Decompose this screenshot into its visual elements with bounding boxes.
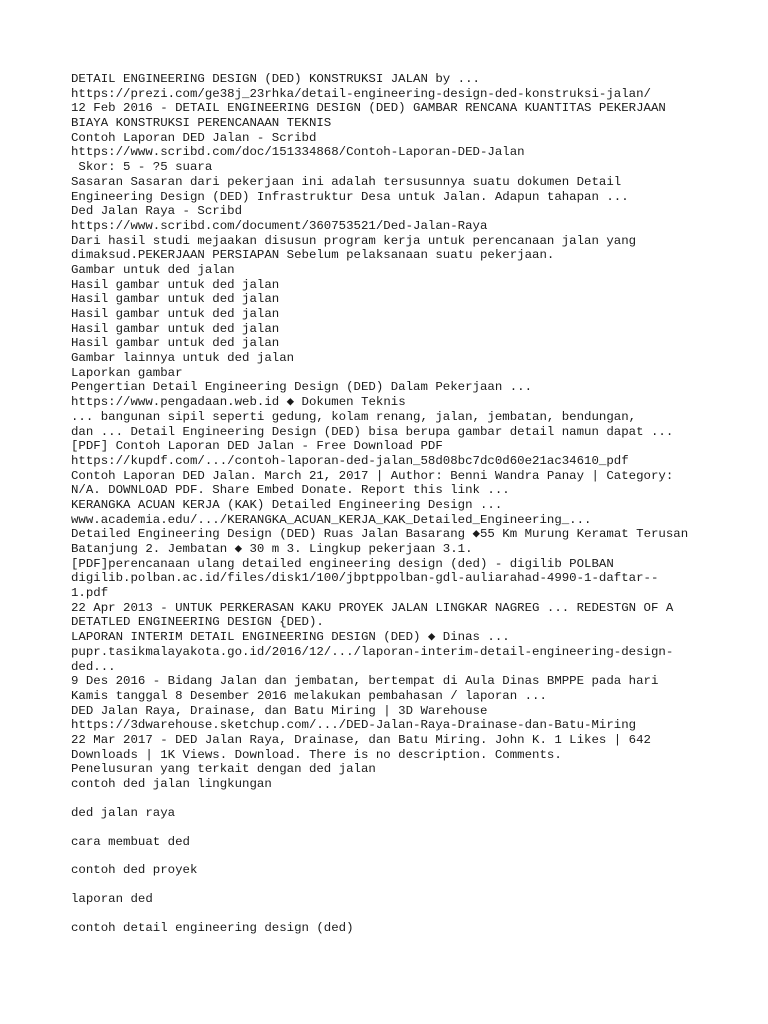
result-title-kupdf[interactable]: [PDF] Contoh Laporan DED Jalan - Free Download PDF — [71, 439, 443, 454]
result-snippet: Sasaran Sasaran dari pekerjaan ini adalah tersusunnya suatu dokumen Detail — [71, 174, 622, 189]
result-snippet: BIAYA KONSTRUKSI PERENCANAAN TEKNIS — [71, 116, 332, 131]
result-title-3dwarehouse[interactable]: DED Jalan Raya, Drainase, dan Batu Miring | 3D Warehouse — [71, 703, 488, 718]
result-url-pupr[interactable]: pupr.tasikmalayakota.go.id/2016/12/.../laporan-interim-detail-engineering-design- — [71, 644, 674, 659]
related-search-link[interactable]: ded jalan raya — [71, 805, 176, 820]
related-searches-list — [71, 806, 711, 936]
result-snippet: Detailed Engineering Design (DED) Ruas Jalan Basarang ◆55 Km Murung Keramat Terusan — [71, 527, 689, 542]
result-snippet: ... bangunan sipil seperti gedung, kolam renang, jalan, jembatan, bendungan, — [71, 409, 637, 424]
image-result-link[interactable]: Hasil gambar untuk ded jalan — [71, 321, 280, 336]
related-searches-heading: Penelusuran yang terkait dengan ded jalan — [71, 762, 376, 777]
result-url-polban[interactable]: digilib.polban.ac.id/files/disk1/100/jbptppolban-gdl-auliarahad-4990-1-daftar-- — [71, 571, 659, 586]
result-snippet: Dari hasil studi mejaakan disusun program kerja untuk perencanaan jalan yang — [71, 233, 637, 248]
result-snippet: dan ... Detail Engineering Design (DED) bisa berupa gambar detail namun dapat ... — [71, 424, 674, 439]
result-url-polban-cont[interactable]: 1.pdf — [71, 586, 109, 601]
result-url-scribd-ded-jalan[interactable]: https://www.scribd.com/doc/151334868/Contoh-Laporan-DED-Jalan — [71, 145, 525, 160]
result-snippet: 22 Apr 2013 - UNTUK PERKERASAN KAKU PROYEK JALAN LINGKAR NAGREG ... REDESTGN OF A — [71, 600, 674, 615]
search-results-text — [71, 72, 711, 792]
result-title-prezi[interactable]: DETAIL ENGINEERING DESIGN (DED) KONSTRUKSI JALAN by ... — [71, 72, 480, 86]
result-snippet: N/A. DOWNLOAD PDF. Share Embed Donate. Report this link ... — [71, 483, 510, 498]
related-search-link[interactable]: laporan ded — [71, 892, 153, 907]
result-title-polban[interactable]: [PDF]perencanaan ulang detailed engineering design (ded) - digilib POLBAN — [71, 556, 614, 571]
result-title-pengadaan[interactable]: Pengertian Detail Engineering Design (DED) Dalam Pekerjaan ... — [71, 380, 533, 395]
result-title-pupr[interactable]: LAPORAN INTERIM DETAIL ENGINEERING DESIGN (DED) ◆ Dinas ... — [71, 630, 510, 645]
result-snippet: 12 Feb 2016 - DETAIL ENGINEERING DESIGN (DED) GAMBAR RENCANA KUANTITAS PEKERJAAN — [71, 101, 666, 116]
image-result-link[interactable]: Hasil gambar untuk ded jalan — [71, 307, 280, 321]
related-search-link[interactable]: contoh ded proyek — [71, 863, 198, 878]
image-result-link[interactable]: Hasil gambar untuk ded jalan — [71, 292, 280, 307]
result-url-prezi[interactable]: https://prezi.com/ge38j_23rhka/detail-engineering-design-ded-konstruksi-jalan/ — [71, 86, 651, 101]
result-title-scribd-jalan-raya[interactable]: Ded Jalan Raya - Scribd — [71, 204, 243, 219]
report-images-link[interactable]: Laporkan gambar — [71, 365, 183, 380]
result-url-kupdf[interactable]: https://kupdf.com/.../contoh-laporan-ded-jalan_58d08bc7dc0d60e21ac34610_pdf — [71, 453, 629, 468]
document-page — [71, 72, 711, 950]
image-result-link[interactable]: Hasil gambar untuk ded jalan — [71, 277, 280, 292]
result-snippet: 9 Des 2016 - Bidang Jalan dan jembatan, bertempat di Aula Dinas BMPPE pada hari — [71, 674, 659, 689]
result-snippet: Downloads | 1K Views. Download. There is no description. Comments. — [71, 747, 562, 762]
result-url-academia[interactable]: www.academia.edu/.../KERANGKA_ACUAN_KERJA_KAK_Detailed_Engineering_... — [71, 512, 592, 527]
related-search-link[interactable]: contoh detail engineering design (ded) — [71, 921, 354, 936]
result-title-academia[interactable]: KERANGKA ACUAN KERJA (KAK) Detailed Engineering Design ... — [71, 497, 503, 512]
result-snippet: Contoh Laporan DED Jalan. March 21, 2017 | Author: Benni Wandra Panay | Category: — [71, 468, 674, 483]
result-url-pupr-cont[interactable]: ded... — [71, 659, 116, 674]
result-url-pengadaan[interactable]: https://www.pengadaan.web.id ◆ Dokumen Teknis — [71, 395, 406, 410]
related-search-link[interactable]: contoh ded jalan lingkungan — [71, 777, 272, 791]
result-rating: Skor: 5 - ?5 suara — [71, 160, 213, 175]
result-url-scribd-jalan-raya[interactable]: https://www.scribd.com/document/360753521/Ded-Jalan-Raya — [71, 218, 488, 233]
result-snippet: Kamis tanggal 8 Desember 2016 melakukan pembahasan / laporan ... — [71, 688, 547, 703]
more-images-link[interactable]: Gambar lainnya untuk ded jalan — [71, 351, 295, 366]
result-title-scribd-ded-jalan[interactable]: Contoh Laporan DED Jalan - Scribd — [71, 130, 317, 145]
images-heading: Gambar untuk ded jalan — [71, 262, 235, 277]
result-snippet: Batanjung 2. Jembatan ◆ 30 m 3. Lingkup pekerjaan 3.1. — [71, 542, 473, 556]
result-snippet: dimaksud.PEKERJAAN PERSIAPAN Sebelum pelaksanaan suatu pekerjaan. — [71, 248, 555, 263]
result-snippet: Engineering Design (DED) Infrastruktur Desa untuk Jalan. Adapun tahapan ... — [71, 189, 629, 204]
result-snippet: DETATLED ENGINEERING DESIGN {DED). — [71, 615, 324, 630]
related-search-link[interactable]: cara membuat ded — [71, 834, 190, 849]
result-url-3dwarehouse[interactable]: https://3dwarehouse.sketchup.com/.../DED-Jalan-Raya-Drainase-dan-Batu-Miring — [71, 718, 637, 733]
image-result-link[interactable]: Hasil gambar untuk ded jalan — [71, 336, 280, 351]
result-snippet: 22 Mar 2017 - DED Jalan Raya, Drainase, dan Batu Miring. John K. 1 Likes | 642 — [71, 732, 651, 747]
